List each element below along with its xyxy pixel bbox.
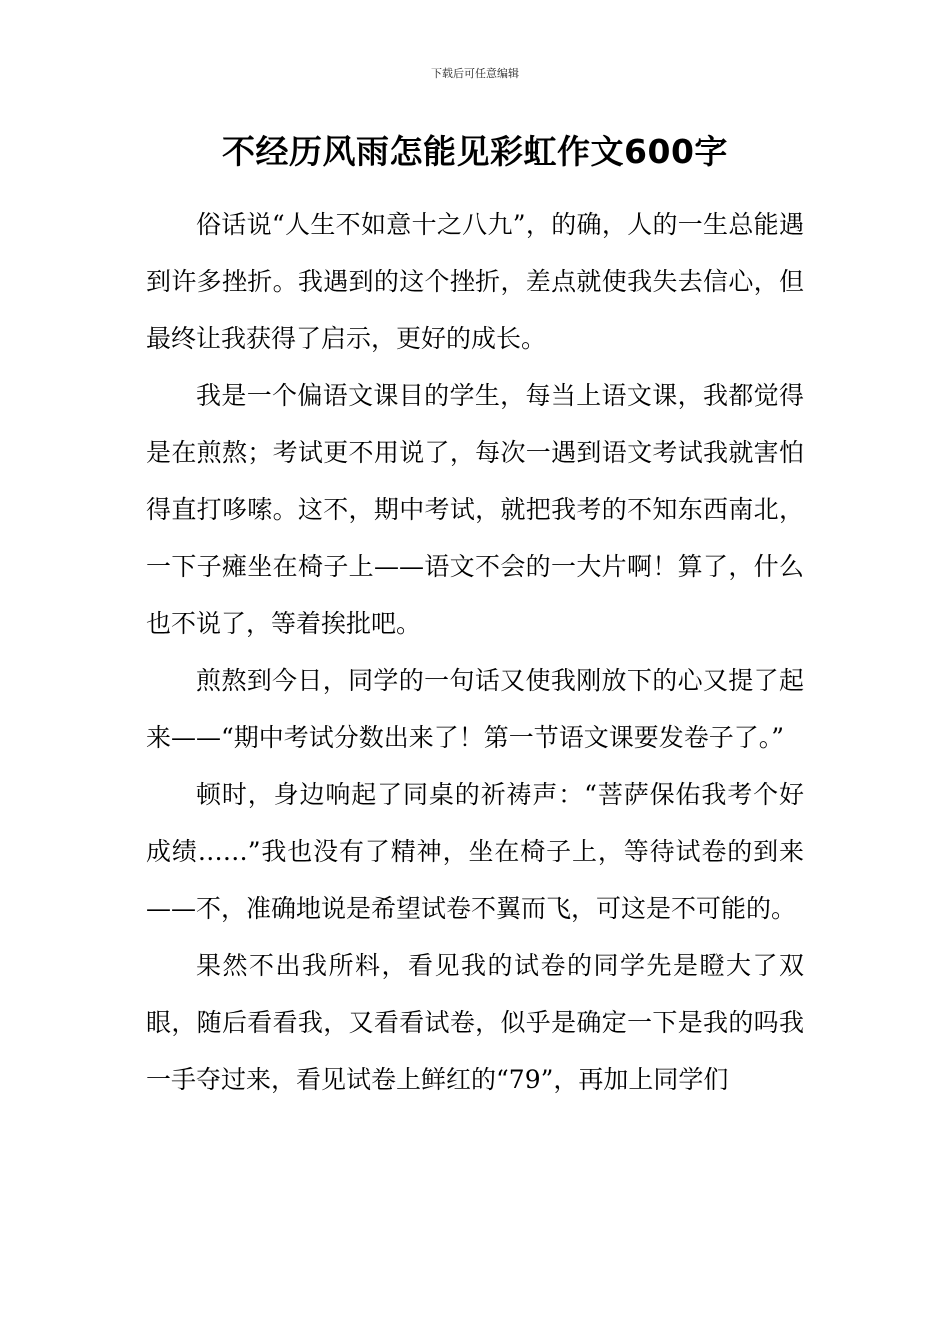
- paragraph: 俗话说“人生不如意十之八九”，的确，人的一生总能遇到许多挫折。我遇到的这个挫折，差点就使我失去信心，但最终让我获得了启示，更好的成长。: [146, 210, 804, 353]
- page-title: 不经历风雨怎能见彩虹作文600字: [222, 132, 728, 171]
- article-body: [146, 196, 804, 1108]
- paragraph: 我是一个偏语文课目的学生，每当上语文课，我都觉得是在煎熬；考试更不用说了，每次一遇到语文考试我就害怕得直打哆嗦。这不，期中考试，就把我考的不知东西南北，一下子瘫坐在椅子上——语文不会的一大片啊！算了，什么也不说了，等着挨批吧。: [146, 381, 804, 638]
- paragraph: 顿时，身边响起了同桌的祈祷声：“菩萨保佑我考个好成绩……”我也没有了精神，坐在椅子上，等待试卷的到来——不，准确地说是希望试卷不翼而飞，可这是不可能的。: [146, 780, 804, 923]
- paragraph: 果然不出我所料，看见我的试卷的同学先是瞪大了双眼，随后看看我，又看看试卷，似乎是确定一下是我的吗我一手夺过来，看见试卷上鲜红的“79”，再加上同学们: [146, 951, 804, 1094]
- paragraph: 煎熬到今日，同学的一句话又使我刚放下的心又提了起来——“期中考试分数出来了！第一节语文课要发卷子了。”: [146, 666, 804, 752]
- header-note: 下载后可任意编辑: [431, 67, 519, 80]
